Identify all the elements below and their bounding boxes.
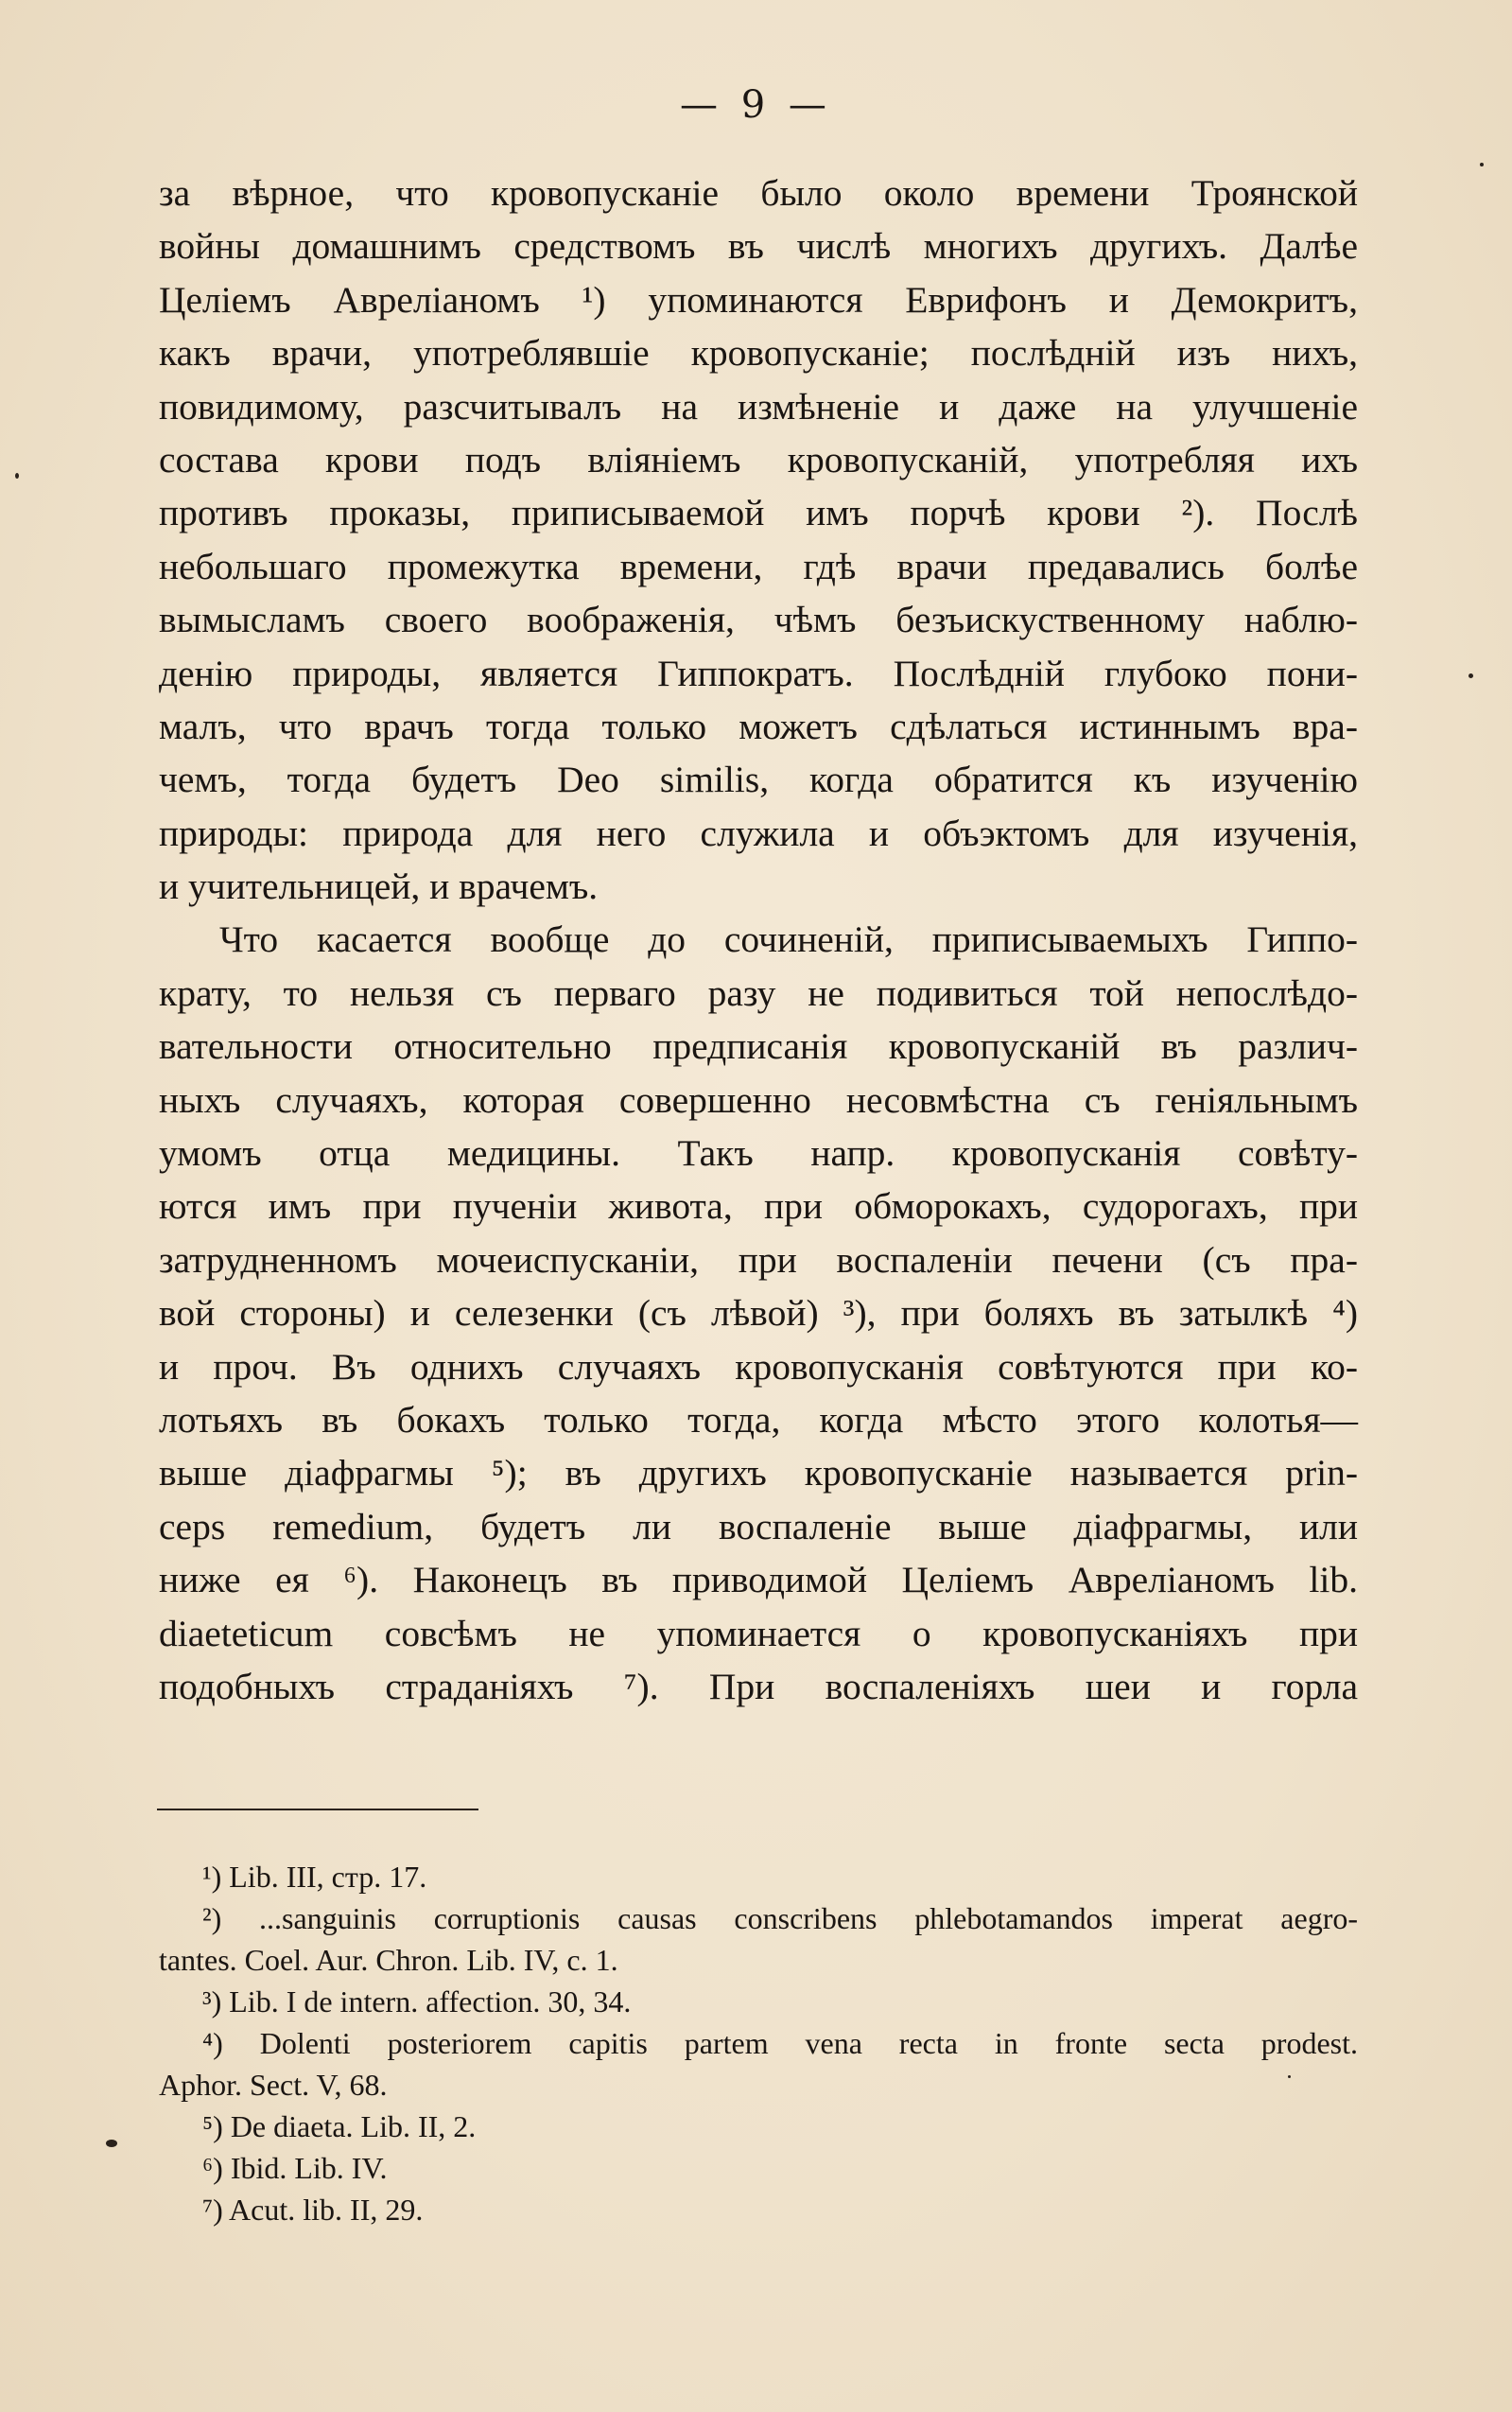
footnote-line: ⁶) Ibid. Lib. IV.	[202, 2151, 388, 2185]
footnote-separator	[157, 1809, 478, 1810]
main-text	[159, 166, 1358, 1713]
ink-speck	[1288, 2075, 1291, 2078]
footnote-line: ²) ...sanguinis corruptionis causas conscribens phlebotamandos imperat aegro-	[202, 1901, 1358, 1935]
text-line: diaeteticum совсѣмъ не упоминается о кровопусканіяхъ при	[159, 1612, 1358, 1654]
text-line: чемъ, тогда будетъ Deo similis, когда обратится къ изученію	[159, 759, 1358, 801]
ink-speck	[1480, 163, 1484, 166]
text-line: ceps remedium, будетъ ли воспаленіе выше діафрагмы, или	[159, 1505, 1358, 1547]
text-line: умомъ отца медицины. Такъ напр. кровопусканія совѣту-	[159, 1132, 1358, 1175]
ink-speck	[1469, 673, 1473, 678]
text-line: небольшаго промежутка времени, гдѣ врачи предавались болѣе	[159, 545, 1358, 587]
footnotes	[159, 1856, 1358, 2230]
ink-speck	[15, 473, 19, 479]
footnote-line: tantes. Coel. Aur. Chron. Lib. IV, c. 1.	[159, 1943, 618, 1977]
footnote-line: ¹) Lib. III, стр. 17.	[202, 1860, 427, 1894]
text-line: малъ, что врачъ тогда только можетъ сдѣлаться истиннымъ вра-	[159, 705, 1358, 747]
text-line: ются имъ при пученіи живота, при обморокахъ, судорогахъ, при	[159, 1185, 1358, 1228]
text-line: выше діафрагмы ⁵); въ другихъ кровопусканіе называется prin-	[159, 1452, 1358, 1494]
text-line: вымысламъ своего воображенія, чѣмъ безъискуственному наблю-	[159, 599, 1358, 641]
text-line: затрудненномъ мочеиспусканіи, при воспаленіи печени (съ пра-	[159, 1238, 1358, 1281]
text-line: и учительницей, и врачемъ.	[159, 865, 599, 908]
text-line: крату, то нельзя съ перваго разу не подивиться той непослѣдо-	[159, 971, 1358, 1014]
text-line: состава крови подъ вліяніемъ кровопусканій, употребляя ихъ	[159, 438, 1358, 481]
text-line: ниже ея ⁶). Наконецъ въ приводимой Целіемъ Авреліаномъ lib.	[159, 1559, 1358, 1601]
text-line: подобныхъ страданіяхъ ⁷). При воспаленіяхъ шеи и горла	[159, 1665, 1358, 1707]
ink-speck	[106, 2140, 117, 2147]
text-line: противъ проказы, приписываемой имъ порчѣ крови ²). Послѣ	[159, 492, 1358, 534]
text-line: вательности относительно предписанія кровопусканій въ различ-	[159, 1025, 1358, 1068]
text-line: природы: природа для него служила и объэктомъ для изученія,	[159, 812, 1358, 854]
text-line: Целіемъ Авреліаномъ ¹) упоминаются Еврифонъ и Демокритъ,	[159, 278, 1358, 321]
text-line: войны домашнимъ средствомъ въ числѣ многихъ другихъ. Далѣе	[159, 225, 1358, 268]
text-line: Что касается вообще до сочиненій, приписываемыхъ Гиппо-	[219, 918, 1358, 961]
footnote-line: Aphor. Sect. V, 68.	[159, 2068, 388, 2102]
text-line: какъ врачи, употреблявшіе кровопусканіе; послѣдній изъ нихъ,	[159, 332, 1358, 375]
text-line: вой стороны) и селезенки (съ лѣвой) ³), при боляхъ въ затылкѣ ⁴)	[159, 1292, 1358, 1335]
footnote-line: ⁷) Acut. lib. II, 29.	[202, 2193, 424, 2227]
footnote-line: ³) Lib. I de intern. affection. 30, 34.	[202, 1984, 632, 2019]
text-line: денію природы, является Гиппократъ. Послѣдній глубоко пони-	[159, 652, 1358, 694]
text-line: и проч. Въ однихъ случаяхъ кровопусканія совѣтуются при ко-	[159, 1345, 1358, 1388]
text-line: ныхъ случаяхъ, которая совершенно несовмѣстна съ геніяльнымъ	[159, 1078, 1358, 1121]
footnote-line: ⁵) De diaeta. Lib. II, 2.	[202, 2109, 477, 2143]
page-number: — 9 —	[680, 83, 832, 127]
text-line: лотьяхъ въ бокахъ только тогда, когда мѣсто этого колотья—	[159, 1398, 1358, 1441]
text-line: повидимому, разсчитывалъ на измѣненіе и даже на улучшеніе	[159, 385, 1358, 428]
footnote-line: ⁴) Dolenti posteriorem capitis partem vena recta in fronte secta prodest.	[202, 2026, 1358, 2060]
text-line: за вѣрное, что кровопусканіе было около времени Троянской	[159, 172, 1358, 214]
